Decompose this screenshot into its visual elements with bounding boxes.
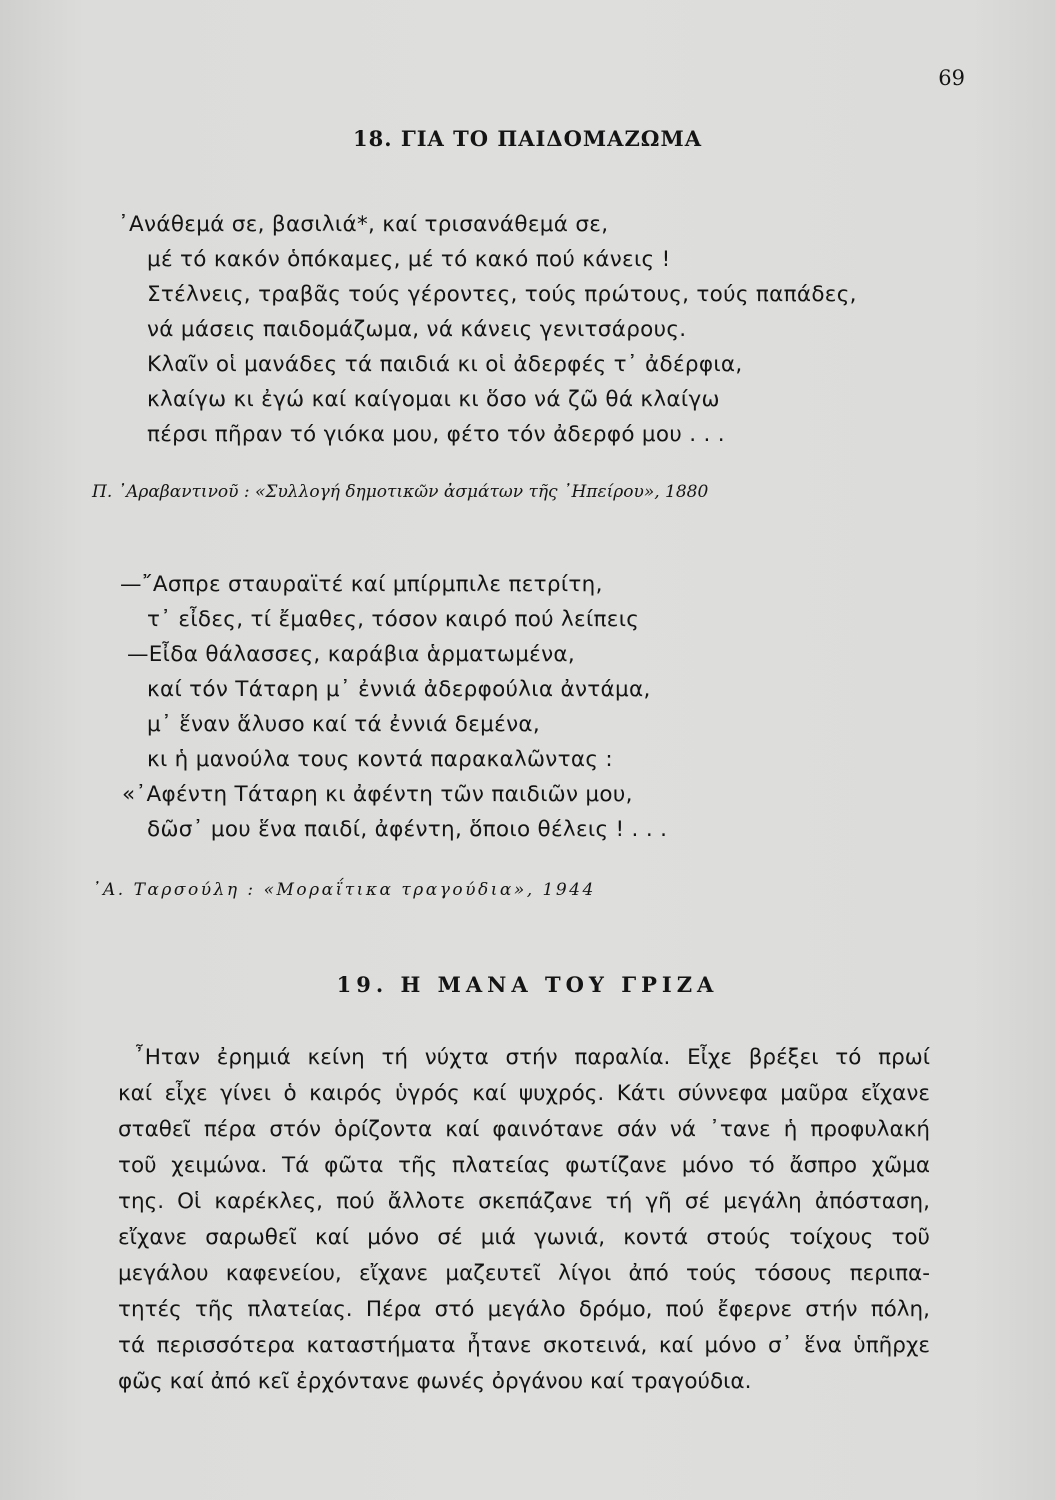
prose-line: φῶς καί ἀπό κεῖ ἐρχόντανε φωνές ὀργάνου καί τραγούδια.: [118, 1369, 752, 1394]
prose-paragraph: [118, 1040, 930, 1400]
poem-line: καί τόν Τάταρη μ᾿ ἐννιά ἀδερφούλια ἀντάμα,: [147, 677, 651, 702]
poem-line: —῎Ασπρε σταυραϊτέ καί μπίρμπιλε πετρίτη,: [120, 572, 603, 597]
poem-line: δῶσ᾿ μου ἕνα παιδί, ἀφέντη, ὅποιο θέλεις ! . . .: [147, 817, 668, 842]
poem-line: πέρσι πῆραν τό γιόκα μου, φέτο τόν ἀδερφό μου . . .: [147, 422, 725, 447]
poem-line: ᾿Ανάθεμά σε, βασιλιά*, καί τρισανάθεμά σε,: [118, 212, 609, 237]
source-citation: ᾿Α. Ταρσούλη : «Μοραΐτικα τραγούδια», 1944: [92, 880, 596, 900]
section-18-title: 18. ΓΙΑ ΤΟ ΠΑΙΔΟΜΑΖΩΜΑ: [352, 126, 703, 151]
prose-line: καί εἶχε γίνει ὁ καιρός ὑγρός καί ψυχρός. Κάτι σύννεφα μαῦρα εἴχανε: [118, 1081, 930, 1106]
prose-line: ῏Ηταν ἐρημιά κείνη τή νύχτα στήν παραλία. Εἶχε βρέξει τό πρωί: [134, 1045, 930, 1070]
poem-line: νά μάσεις παιδομάζωμα, νά κάνεις γενιτσάρους.: [147, 317, 687, 342]
page-number: 69: [938, 66, 965, 90]
poem-line: «᾿Αφέντη Τάταρη κι ἀφέντη τῶν παιδιῶν μου,: [122, 782, 633, 807]
poem-line: κλαίγω κι ἐγώ καί καίγομαι κι ὅσο νά ζῶ θά κλαίγω: [147, 387, 720, 412]
prose-line: τοῦ χειμώνα. Τά φῶτα τῆς πλατείας φωτίζανε μόνο τό ἄσπρο χῶμα: [118, 1153, 930, 1178]
poem-line: —Εἶδα θάλασσες, καράβια ἁρματωμένα,: [127, 642, 576, 667]
section-19-title: 19. Η ΜΑΝΑ ΤΟΥ ΓΡΙΖΑ: [336, 972, 719, 997]
poem-line: κι ἡ μανούλα τους κοντά παρακαλῶντας :: [147, 747, 613, 772]
poem-line: μ᾿ ἕναν ἅλυσο καί τά ἐννιά δεμένα,: [147, 712, 540, 737]
source-citation: Π. ᾿Αραβαντινοῦ : «Συλλογή δημοτικῶν ἀσμάτων τῆς ᾿Ηπείρου», 1880: [92, 482, 709, 502]
prose-line: εἴχανε σαρωθεῖ καί μόνο σέ μιά γωνιά, κοντά στούς τοίχους τοῦ: [118, 1225, 930, 1250]
prose-line: της. Οἱ καρέκλες, πού ἄλλοτε σκεπάζανε τή γῆ σέ μεγάλη ἀπόσταση,: [118, 1189, 930, 1214]
prose-line: τά περισσότερα καταστήματα ἦτανε σκοτεινά, καί μόνο σ᾿ ἕνα ὑπῆρχε: [118, 1333, 930, 1358]
poem-line: Κλαῖν οἱ μανάδες τά παιδιά κι οἱ ἀδερφές τ᾿ ἀδέρφια,: [147, 352, 743, 377]
prose-line: μεγάλου καφενείου, εἴχανε μαζευτεῖ λίγοι ἀπό τούς τόσους περιπα-: [118, 1261, 930, 1286]
prose-line: τητές τῆς πλατείας. Πέρα στό μεγάλο δρόμο, πού ἔφερνε στήν πόλη,: [118, 1297, 930, 1322]
poem-line: τ᾿ εἶδες, τί ἔμαθες, τόσον καιρό πού λείπεις: [147, 607, 640, 632]
poem-line: Στέλνεις, τραβᾶς τούς γέροντες, τούς πρώτους, τούς παπάδες,: [147, 282, 857, 307]
poem-line: μέ τό κακόν ὁπόκαμες, μέ τό κακό πού κάνεις !: [147, 247, 671, 272]
prose-line: σταθεῖ πέρα στόν ὁρίζοντα καί φαινότανε σάν νά ᾿τανε ἡ προφυλακή: [118, 1117, 930, 1142]
